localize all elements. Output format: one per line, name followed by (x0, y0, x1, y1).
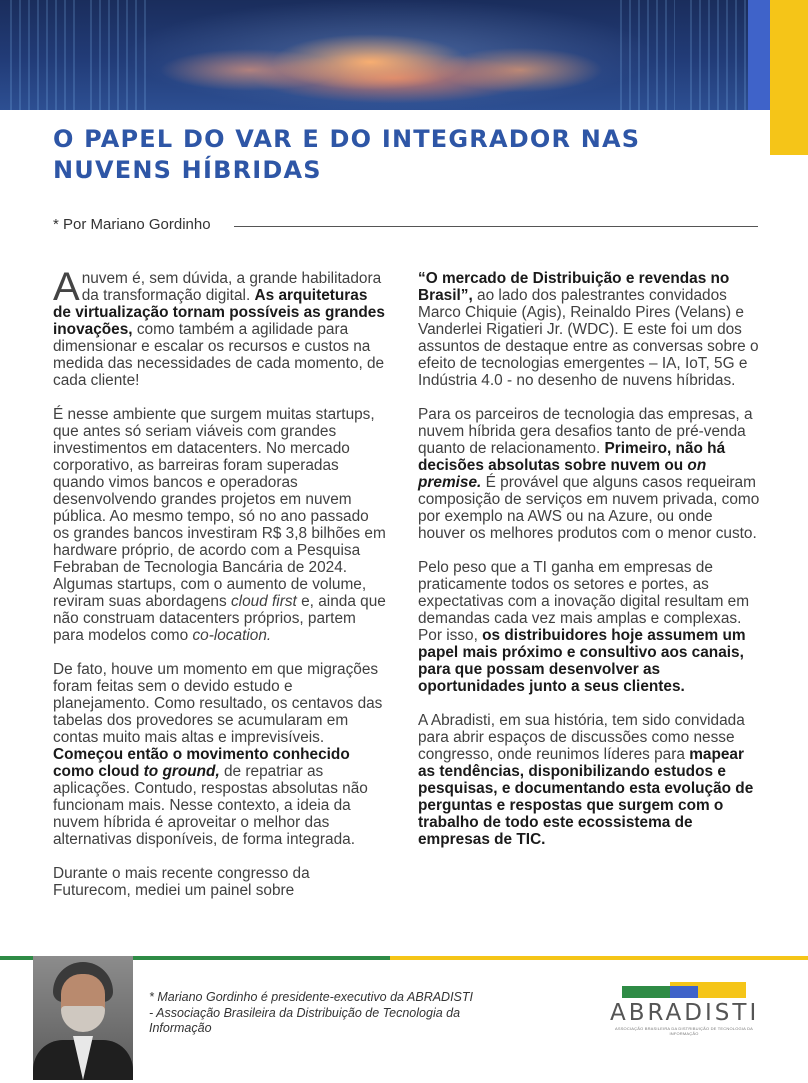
logo-tagline: ASSOCIAÇÃO BRASILEIRA DA DISTRIBUIÇÃO DE TECNOLOGIA DA INFORMAÇÃO (614, 1026, 754, 1036)
paragraph (418, 406, 763, 542)
abradisti-logo (610, 982, 760, 1036)
paragraph (53, 661, 389, 848)
page-title: O PAPEL DO VAR E DO INTEGRADOR NAS NUVENS HÍBRIDAS (53, 125, 641, 184)
author-note: * Mariano Gordinho é presidente-executivo da ABRADISTI - Associação Brasileira da Distribuição de Tecnologia da Informação (149, 990, 474, 1035)
paragraph-bold-italic: on premise. (418, 457, 707, 491)
paragraph-bold: mapear as tendências, disponibilizando estudos e pesquisas, e documentando esta evolução de perguntas e respostas que surgem com o trabalho de todo este ecossistema de empresas de TIC. (418, 746, 754, 848)
paragraph-bold: Começou então o movimento conhecido como cloud (53, 746, 350, 780)
server-rack-graphic (620, 0, 675, 110)
paragraph-text: ao lado dos palestrantes convidados Marco Chiquie (Agis), Reinaldo Pires (Velans) e Vanderlei Rigatieri Jr. (WDC). E este foi um dos assuntos de destaque entre as conversas sobre o efeito de tecnologias emergentes – IA, IoT, 5G e Indústria 4.0 - no desenho de nuvens híbridas. (418, 287, 759, 389)
paragraph-text: É provável que alguns casos requeiram composição de serviços em nuvem privada, como por exemplo na AWS ou na Azure, ou onde houver os melhores produtos com o menor custo. (418, 474, 760, 542)
paragraph-text: de repatriar as aplicações. Contudo, respostas absolutas não funcionam mais. Nesse contexto, a ideia da nuvem híbrida é aproveitar o melhor das alternativas disponíveis, de forma integrada. (53, 763, 368, 848)
paragraph (418, 559, 763, 695)
paragraph-bold: “O mercado de Distribuição e revendas no Brasil”, (418, 270, 730, 304)
paragraph-bold: As arquiteturas de virtualização tornam possíveis as grandes inovações, (53, 287, 385, 338)
paragraph (53, 406, 389, 644)
paragraph-italic: cloud first (230, 593, 297, 610)
server-rack-graphic (690, 0, 750, 110)
paragraph-text: nuvem é, sem dúvida, a grande habilitadora da transformação digital. (81, 270, 382, 304)
yellow-accent-tab (770, 0, 808, 155)
logo-bar (698, 982, 746, 998)
paragraph-bold: os distribuidores hoje assumem um papel mais próximo e consultivo aos canais, para que possam desenvolver as oportunidades junto a seus clientes. (418, 627, 746, 695)
logo-name: ABRADISTI (610, 1000, 760, 1026)
author-photo (33, 956, 133, 1080)
article-column-left (53, 265, 389, 916)
footer-rule-yellow (390, 956, 808, 960)
paragraph-text: Para os parceiros de tecnologia das empresas, a nuvem híbrida gera desafios tanto de pré-venda quanto de relacionamento. (418, 406, 753, 457)
paragraph (418, 712, 763, 848)
paragraph-text: A Abradisti, em sua história, tem sido convidada para abrir espaços de discussões como nesse congresso, onde reunimos líderes para (418, 712, 745, 763)
byline-divider (234, 226, 758, 227)
paragraph-text: e, ainda que não construam datacenters próprios, partem para modelos como (53, 593, 386, 644)
logo-bar (622, 986, 670, 998)
paragraph-italic: co-location. (192, 627, 272, 644)
logo-bar (670, 986, 698, 998)
paragraph-text: De fato, houve um momento em que migrações foram feitas sem o devido estudo e planejamento. Como resultado, os centavos das tabelas dos provedores se acumularam em contas muito mais altas e imprevisíveis. (53, 661, 383, 746)
drop-cap: A (53, 265, 80, 309)
server-rack-graphic (90, 0, 150, 110)
paragraph-text: Pelo peso que a TI ganha em empresas de praticamente todos os setores e portes, as expectativas com a inovação digital resultam em demandas cada vez mais amplas e complexas. Por isso, (418, 559, 750, 644)
hero-cloud-image (0, 0, 770, 110)
paragraph-text: Durante o mais recente congresso da Futurecom, mediei um painel sobre (53, 865, 310, 899)
paragraph (53, 265, 389, 389)
server-rack-graphic (10, 0, 80, 110)
paragraph (418, 270, 763, 389)
paragraph-bold-italic: to ground, (143, 763, 220, 780)
paragraph-text: É nesse ambiente que surgem muitas startups, que antes só seriam viáveis com grandes investimentos em datacenters. No mercado corporativo, as barreiras foram superadas quando vimos bancos e operadoras desenvolvendo grandes projetos em nuvem pública. Ao mesmo tempo, só no ano passado os grandes bancos investiram R$ 3,8 bilhões em hardware próprio, de acordo com a Pesquisa Febraban de Tecnologia Bancária de 2024. Algumas startups, com o aumento de volume, reviram suas abordagens (53, 406, 386, 610)
paragraph (53, 865, 389, 899)
article-column-right (418, 270, 763, 865)
hero-blue-edge (748, 0, 770, 110)
paragraph-text: como também a agilidade para dimensionar e escalar os recursos e custos na medida das necessidades de cada momento, de cada cliente! (53, 321, 385, 389)
byline: * Por Mariano Gordinho (53, 216, 211, 233)
paragraph-bold: Primeiro, não há decisões absolutas sobre nuvem ou (418, 440, 726, 474)
